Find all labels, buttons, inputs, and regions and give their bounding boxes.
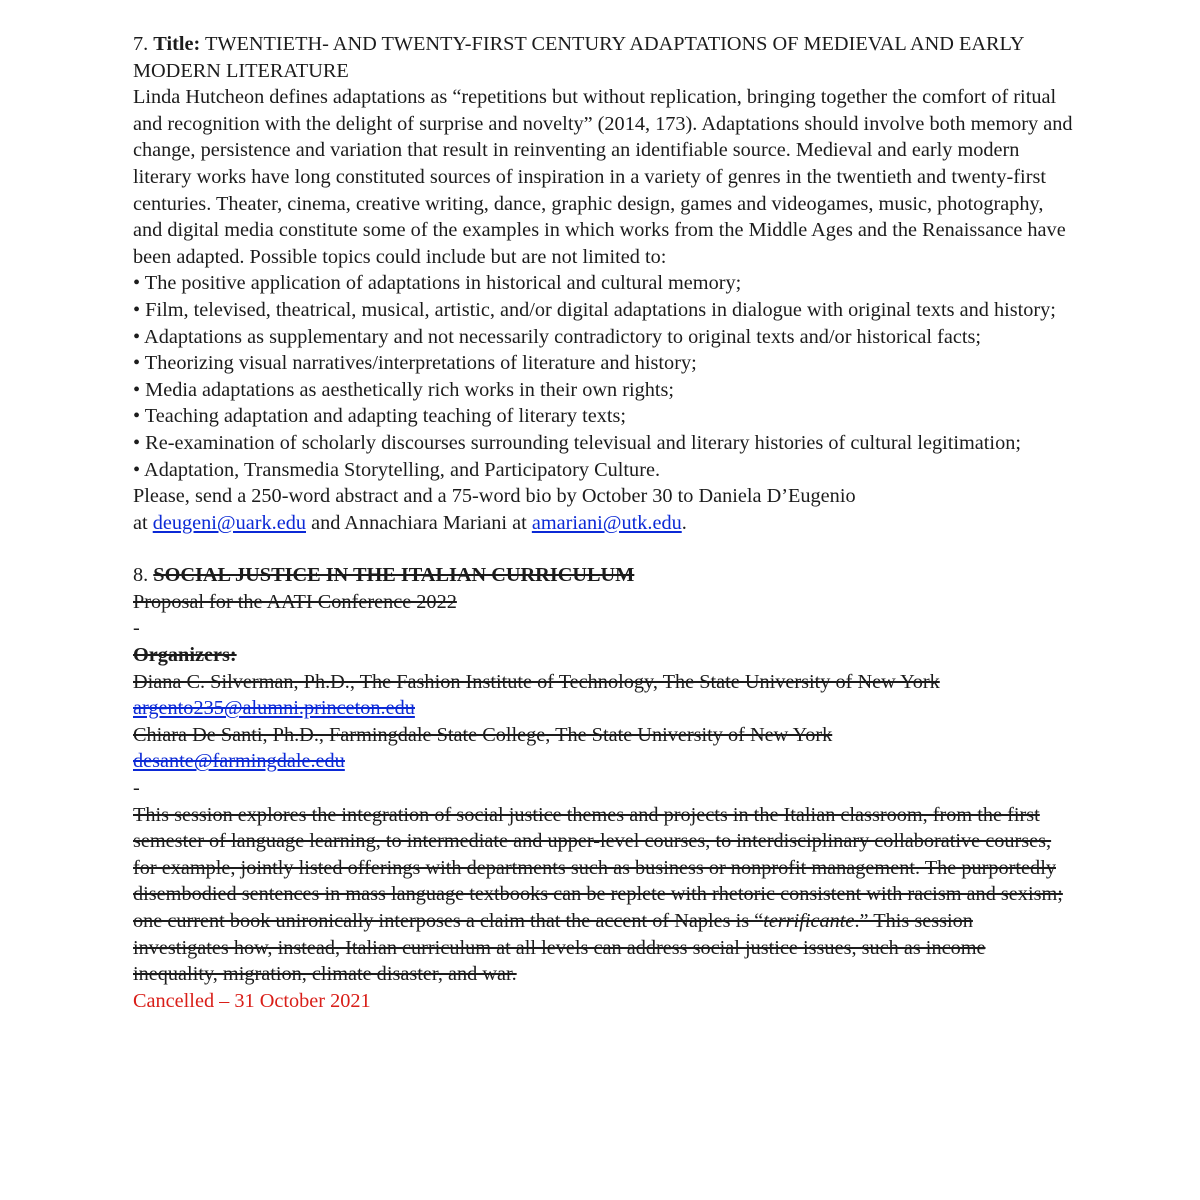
section-spacer	[133, 536, 1073, 562]
organizer-2-email-line	[133, 748, 1073, 775]
submission-end: .	[681, 511, 687, 534]
cancelled-note: Cancelled – 31 October 2021	[133, 989, 371, 1012]
submission-and: and Annachiara Mariani at	[311, 511, 527, 534]
email-link-amariani[interactable]: amariani@utk.edu	[531, 511, 682, 534]
topic-item: • Theorizing visual narratives/interpretations of literature and history;	[133, 352, 697, 375]
section-7-title	[133, 31, 1073, 84]
dash-separator: -	[133, 777, 140, 800]
email-link-desante[interactable]: desante@farmingdale.edu	[133, 750, 345, 773]
dash-separator: -	[133, 617, 140, 640]
section-8-subtitle: Proposal for the AATI Conference 2022	[133, 590, 457, 613]
topic-item: • The positive application of adaptations in historical and cultural memory;	[133, 272, 742, 295]
organizer-1-email-line	[133, 695, 1073, 722]
topic-item: • Adaptations as supplementary and not necessarily contradictory to original texts and/or historical facts;	[133, 325, 981, 348]
submission-text: Please, send a 250-word abstract and a 75-word bio by October 30 to Daniela D’Eugenio	[133, 485, 856, 508]
topic-item: • Teaching adaptation and adapting teaching of literary texts;	[133, 405, 627, 428]
organizer-1: Diana C. Silverman, Ph.D., The Fashion Institute of Technology, The State University of New York	[133, 670, 940, 693]
description-italic: terrificante	[763, 910, 855, 932]
description-part-1: This session explores the integration of social justice themes and projects in the Italian classroom, from the first semester of language learning, to intermediate and upper-level courses, to interdisciplinary collaborative courses, for example, jointly listed offerings with departments such as business or nonprofit management. The purportedly disembodied sentences in mass language textbooks can be replete with rhetoric consistent with racism and sexism; one current book unironically interposes a claim that the accent of Naples is “	[133, 803, 1063, 932]
section-7-title-text: TWENTIETH- AND TWENTY-FIRST CENTURY ADAPTATIONS OF MEDIEVAL AND EARLY MODERN LITERATURE	[133, 33, 1024, 82]
organizers-label: Organizers:	[133, 644, 237, 667]
section-8-number: 8.	[133, 564, 149, 587]
topic-item: • Media adaptations as aesthetically rich works in their own rights;	[133, 378, 675, 401]
document-page	[133, 31, 1073, 1014]
section-7-number: 7.	[133, 33, 149, 55]
submission-at: at	[133, 511, 148, 534]
organizer-2: Chiara De Santi, Ph.D., Farmingdale State College, The State University of New York	[133, 723, 833, 746]
section-8-description	[133, 802, 1073, 988]
topic-item: • Re-examination of scholarly discourses surrounding televisual and literary histories of cultural legitimation;	[133, 431, 1021, 454]
section-7-topic-list	[133, 270, 1073, 483]
email-link-argento235[interactable]: argento235@alumni.princeton.edu	[133, 697, 415, 720]
topic-item: • Adaptation, Transmedia Storytelling, and Participatory Culture.	[133, 458, 661, 481]
topic-item: • Film, televised, theatrical, musical, artistic, and/or digital adaptations in dialogue with original texts and history;	[133, 298, 1056, 321]
email-link-deugeni[interactable]: deugeni@uark.edu	[152, 511, 306, 534]
section-7-submission	[133, 483, 1073, 536]
section-7-description: Linda Hutcheon defines adaptations as “repetitions but without replication, bringing together the comfort of ritual and recognition with the delight of surprise and novelty” (2014, 173). Adaptations should involve both memory and change, persistence and variation that result in reinventing an identifiable source. Medieval and early modern literary works have long constituted sources of inspiration in a variety of genres in the twentieth and twenty-first centuries. Theater, cinema, creative writing, dance, graphic design, games and videogames, music, photography, and digital media constitute some of the examples in which works from the Middle Ages and the Renaissance have been adapted. Possible topics could include but are not limited to:	[133, 86, 1073, 268]
section-7-title-label: Title:	[153, 33, 201, 55]
description-part-2: .” This session investigates how, instead, Italian curriculum at all levels can address social justice issues, such as income inequality, migration, climate disaster, and war.	[133, 910, 986, 986]
section-8-title	[133, 562, 1073, 589]
section-8-title-text: SOCIAL JUSTICE IN THE ITALIAN CURRICULUM	[153, 564, 635, 587]
